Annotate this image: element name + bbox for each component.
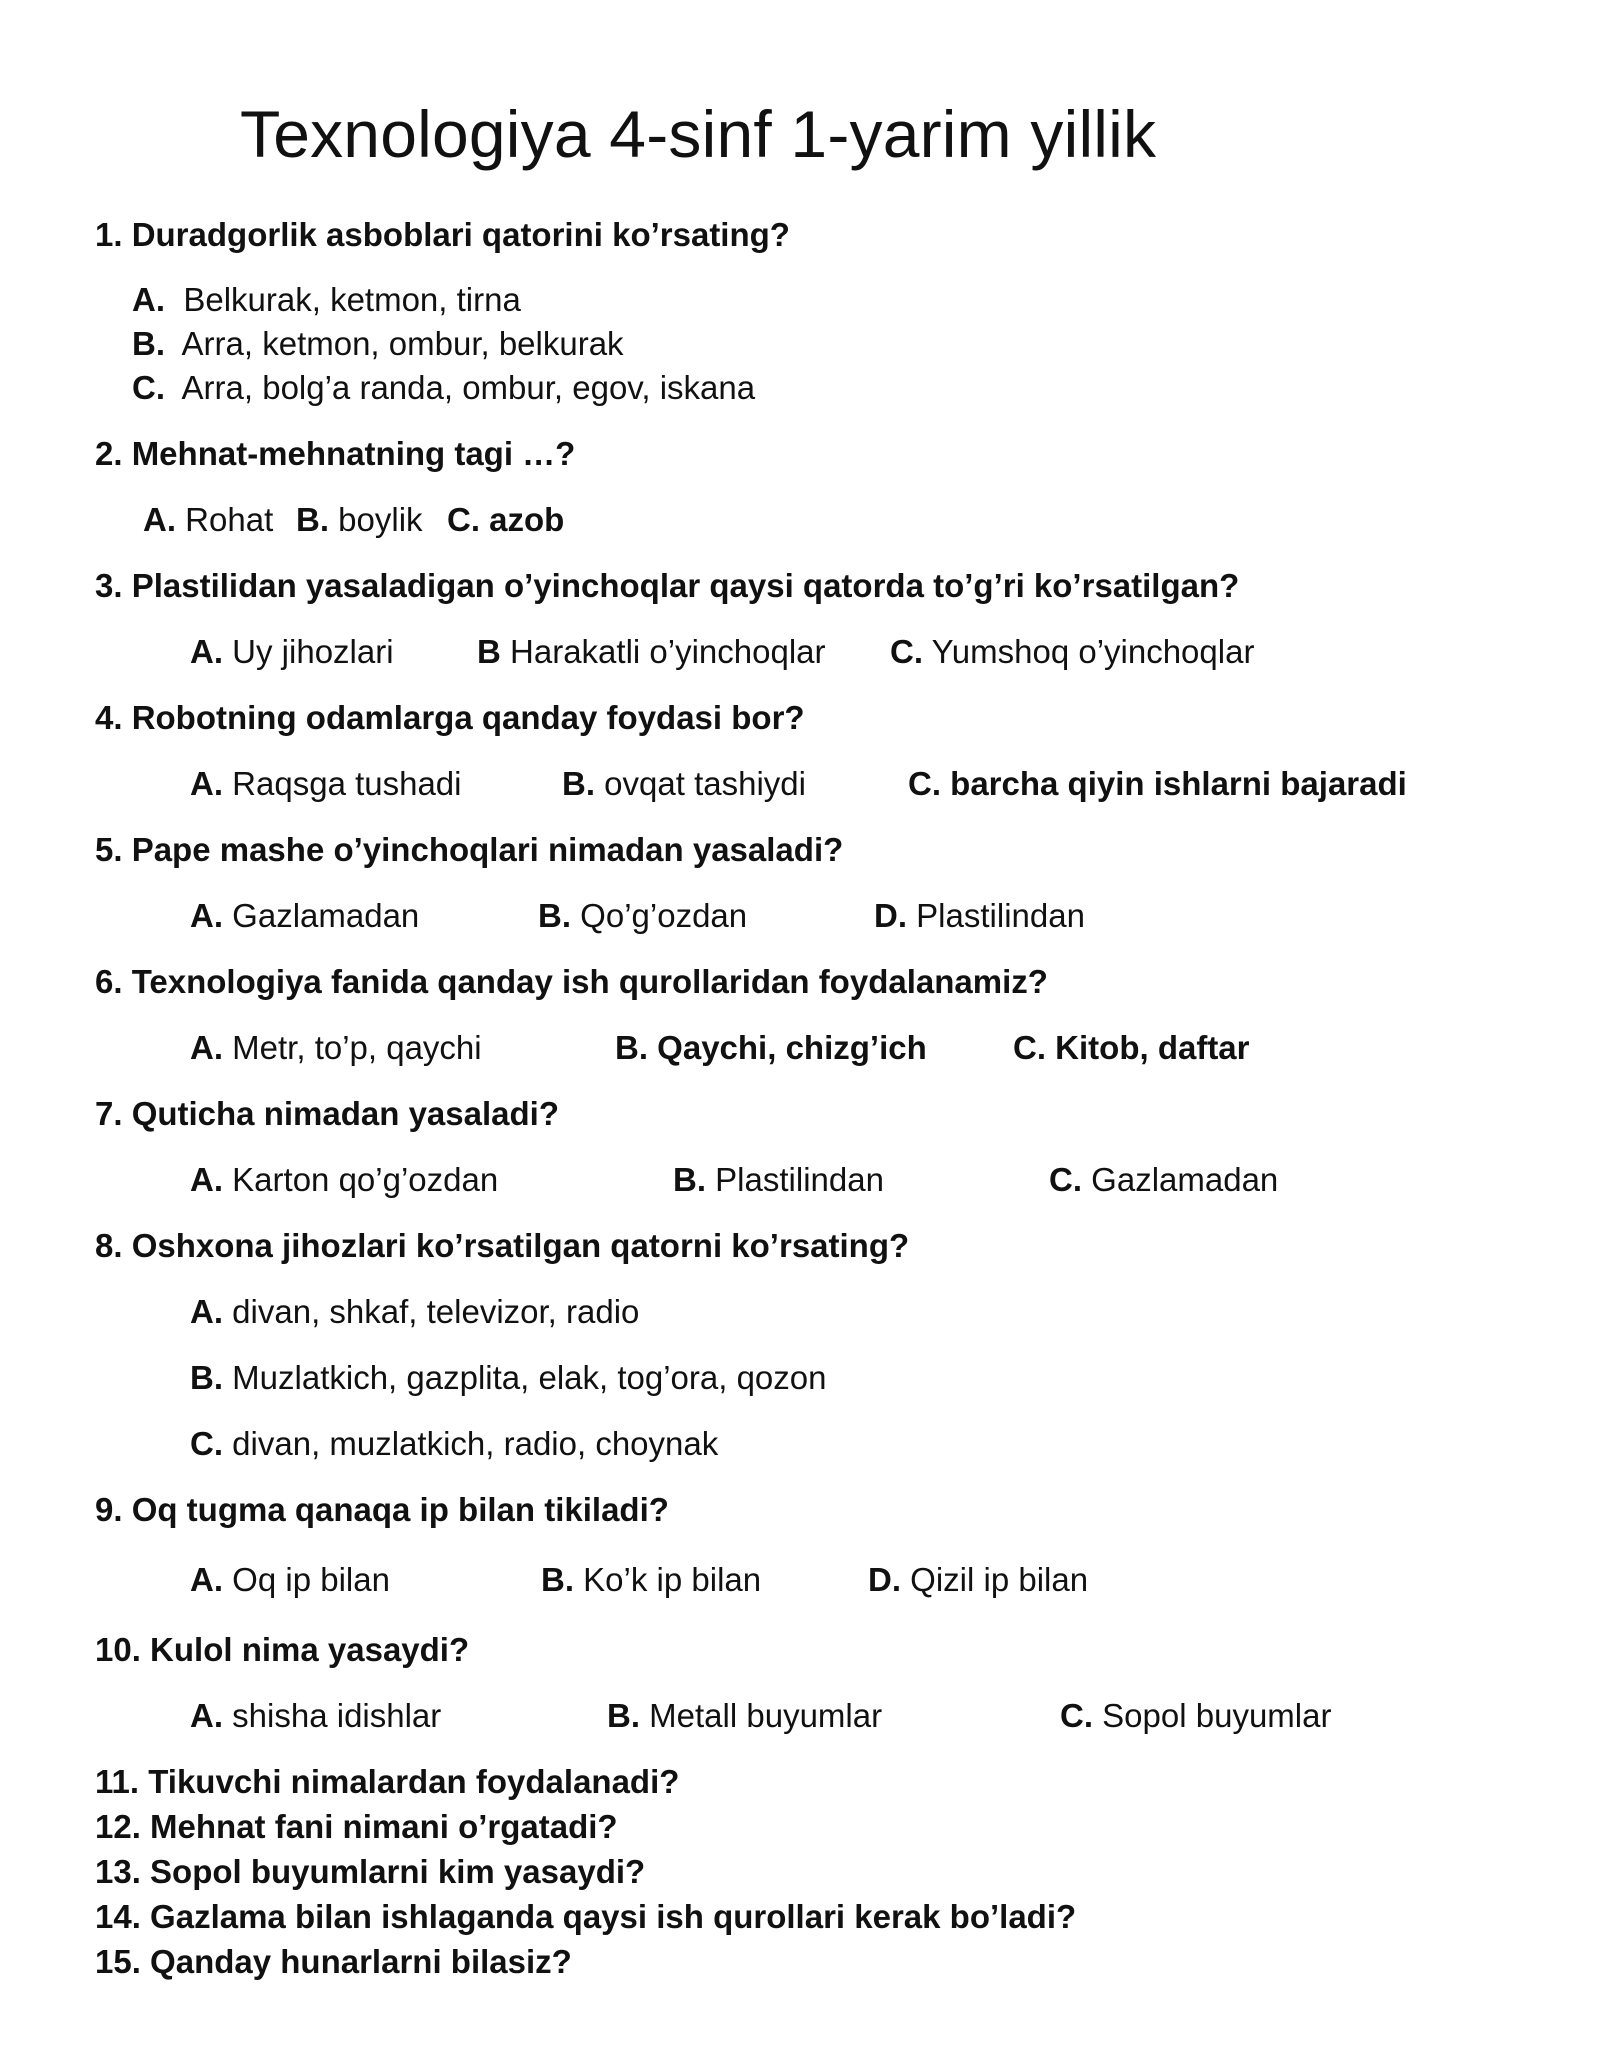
option-9a (190, 1560, 390, 1600)
option-letter: A. (190, 1293, 223, 1330)
option-1a (132, 280, 521, 320)
option-text: Oq ip bilan (232, 1561, 390, 1598)
question-13: 13. Sopol buyumlarni kim yasaydi? (95, 1853, 646, 1890)
question-6: 6. Texnologiya fanida qanday ish qurollaridan foydalanamiz? (95, 963, 1048, 1000)
option-2c (447, 500, 564, 540)
option-3c (890, 632, 1254, 672)
option-text: Sopol buyumlar (1102, 1697, 1332, 1734)
option-7c (1049, 1160, 1278, 1200)
option-letter: C. (447, 501, 480, 538)
option-6c (1013, 1028, 1250, 1068)
option-text: Kitob, daftar (1055, 1029, 1250, 1066)
option-letter: B. (673, 1161, 706, 1198)
option-1c (132, 368, 755, 408)
option-5a (190, 896, 419, 936)
option-text: Ko’k ip bilan (583, 1561, 762, 1598)
option-text: Metall buyumlar (649, 1697, 883, 1734)
option-letter: B. (607, 1697, 640, 1734)
option-letter: C. (190, 1425, 223, 1462)
option-6b (615, 1028, 927, 1068)
option-text: Muzlatkich, gazplita, elak, tog’ora, qozon (232, 1359, 827, 1396)
option-text: Uy jihozlari (232, 633, 394, 670)
option-10a (190, 1696, 441, 1736)
option-text: Raqsga tushadi (232, 765, 462, 802)
option-8b (190, 1358, 827, 1398)
option-letter: A. (190, 633, 223, 670)
option-text: divan, shkaf, televizor, radio (232, 1293, 640, 1330)
option-7a (190, 1160, 498, 1200)
question-2: 2. Mehnat-mehnatning tagi …? (95, 435, 576, 472)
question-12: 12. Mehnat fani nimani o’rgatadi? (95, 1808, 618, 1845)
option-text: Metr, to’p, qaychi (232, 1029, 482, 1066)
option-letter: C. (1013, 1029, 1046, 1066)
option-letter: B. (190, 1359, 223, 1396)
option-text: Arra, ketmon, ombur, belkurak (181, 325, 624, 362)
option-letter: B. (615, 1029, 648, 1066)
option-text: Gazlamadan (1091, 1161, 1279, 1198)
option-letter: A. (190, 1161, 223, 1198)
option-2b (296, 500, 423, 540)
option-letter: A. (190, 1697, 223, 1734)
option-text: azob (489, 501, 565, 538)
option-letter: B (477, 633, 501, 670)
question-11: 11. Tikuvchi nimalardan foydalanadi? (95, 1763, 680, 1800)
option-7b (673, 1160, 884, 1200)
question-10: 10. Kulol nima yasaydi? (95, 1631, 470, 1668)
option-letter: A. (190, 1561, 223, 1598)
option-4c (908, 764, 1407, 804)
option-text: Arra, bolg’a randa, ombur, egov, iskana (181, 369, 756, 406)
option-text: Qaychi, chizg’ich (657, 1029, 927, 1066)
option-2a (143, 500, 273, 540)
option-letter: B. (296, 501, 329, 538)
option-letter: D. (868, 1561, 901, 1598)
option-letter: C. (1049, 1161, 1082, 1198)
question-5: 5. Pape mashe o’yinchoqlari nimadan yasaladi? (95, 831, 844, 868)
option-letter: C. (890, 633, 923, 670)
option-letter: A. (132, 281, 165, 318)
option-10c (1060, 1696, 1331, 1736)
option-letter: B. (562, 765, 595, 802)
option-letter: B. (538, 897, 571, 934)
option-text: divan, muzlatkich, radio, choynak (232, 1425, 719, 1462)
option-letter: D. (874, 897, 907, 934)
question-7: 7. Quticha nimadan yasaladi? (95, 1095, 559, 1132)
question-4: 4. Robotning odamlarga qanday foydasi bor? (95, 699, 805, 736)
question-1: 1. Duradgorlik asboblari qatorini ko’rsating? (95, 216, 790, 253)
page-title: Texnologiya 4-sinf 1-yarim yillik (240, 97, 1157, 171)
option-letter: C. (1060, 1697, 1093, 1734)
option-letter: A. (190, 765, 223, 802)
option-text: boylik (338, 501, 423, 538)
option-8a (190, 1292, 639, 1332)
option-4b (562, 764, 806, 804)
question-8: 8. Oshxona jihozlari ko’rsatilgan qatorni ko’rsating? (95, 1227, 910, 1264)
option-9d (868, 1560, 1088, 1600)
option-1b (132, 324, 624, 364)
question-15: 15. Qanday hunarlarni bilasiz? (95, 1943, 572, 1980)
option-letter: C. (132, 369, 165, 406)
option-letter: A. (190, 897, 223, 934)
option-5b (538, 896, 747, 936)
option-letter: A. (143, 501, 176, 538)
option-3b (477, 632, 826, 672)
option-3a (190, 632, 394, 672)
option-8c (190, 1424, 718, 1464)
question-3: 3. Plastilidan yasaladigan o’yinchoqlar qaysi qatorda to’g’ri ko’rsatilgan? (95, 567, 1240, 604)
option-text: Rohat (185, 501, 274, 538)
option-letter: C. (908, 765, 941, 802)
option-text: Qizil ip bilan (910, 1561, 1089, 1598)
option-text: Belkurak, ketmon, tirna (183, 281, 521, 318)
option-text: barcha qiyin ishlarni bajaradi (950, 765, 1407, 802)
option-9b (541, 1560, 761, 1600)
option-10b (607, 1696, 882, 1736)
option-text: shisha idishlar (232, 1697, 442, 1734)
option-text: Qo’g’ozdan (580, 897, 748, 934)
question-9: 9. Oq tugma qanaqa ip bilan tikiladi? (95, 1491, 669, 1528)
option-text: Plastilindan (916, 897, 1085, 934)
option-5d (874, 896, 1085, 936)
option-text: ovqat tashiydi (604, 765, 806, 802)
option-4a (190, 764, 462, 804)
question-14: 14. Gazlama bilan ishlaganda qaysi ish qurollari kerak bo’ladi? (95, 1898, 1077, 1935)
option-text: Yumshoq o’yinchoqlar (931, 633, 1255, 670)
option-text: Karton qo’g’ozdan (232, 1161, 499, 1198)
option-letter: B. (541, 1561, 574, 1598)
option-text: Plastilindan (715, 1161, 884, 1198)
option-letter: B. (132, 325, 165, 362)
option-text: Gazlamadan (232, 897, 420, 934)
option-letter: A. (190, 1029, 223, 1066)
option-text: Harakatli o’yinchoqlar (510, 633, 826, 670)
option-6a (190, 1028, 482, 1068)
